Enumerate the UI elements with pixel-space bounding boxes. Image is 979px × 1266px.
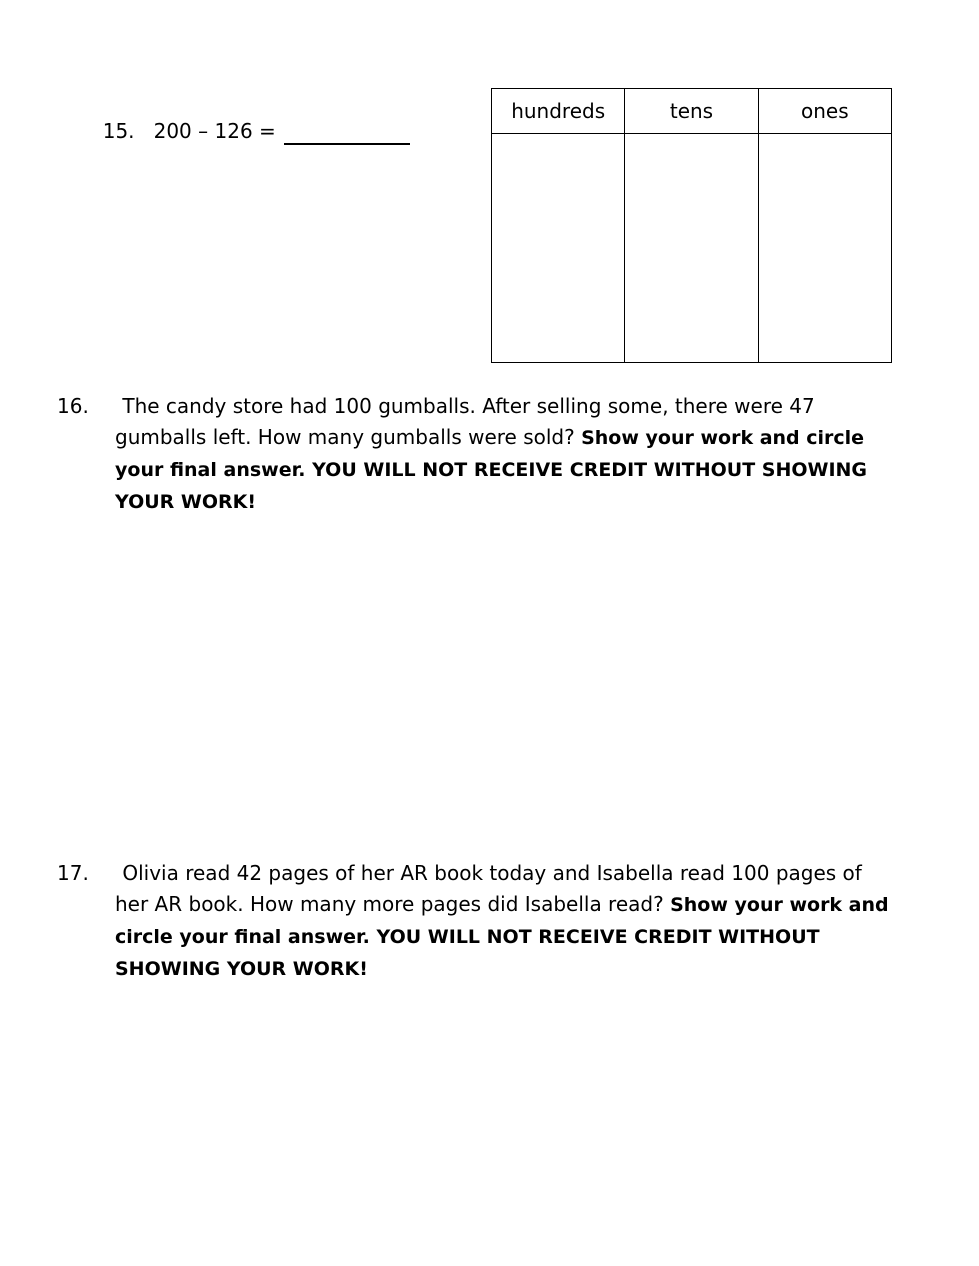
question-16-body: [57, 391, 896, 518]
header-ones: ones: [758, 89, 891, 134]
question-15-expression: 200 – 126 =: [153, 119, 276, 143]
cell-ones[interactable]: [758, 134, 891, 363]
question-17-body: [57, 858, 896, 985]
question-15-number: 15.: [102, 119, 135, 143]
header-hundreds: hundreds: [492, 89, 625, 134]
cell-hundreds[interactable]: [492, 134, 625, 363]
question-16-instruction: Show your work and circle your final answer. YOU WILL NOT RECEIVE CREDIT WITHOUT SHOWING YOUR WORK!: [115, 427, 868, 513]
header-tens: tens: [625, 89, 758, 134]
question-17-number: 17.: [57, 861, 89, 885]
place-value-table: [491, 88, 892, 363]
answer-blank[interactable]: [284, 121, 410, 145]
question-16-text: The candy store had 100 gumballs. After selling some, there were 47 gumballs left. How many gumballs were sold?: [115, 394, 815, 449]
question-16: [57, 391, 896, 518]
question-16-number: 16.: [57, 394, 89, 418]
question-17-instruction: Show your work and circle your final answer. YOU WILL NOT RECEIVE CREDIT WITHOUT SHOWING YOUR WORK!: [115, 894, 889, 980]
place-value-work-row: [492, 134, 892, 363]
question-17: [57, 858, 896, 985]
cell-tens[interactable]: [625, 134, 758, 363]
place-value-header-row: [492, 89, 892, 134]
question-15: [90, 89, 410, 145]
question-17-text: Olivia read 42 pages of her AR book today and Isabella read 100 pages of her AR book. How many more pages did Isabella read?: [115, 861, 862, 916]
